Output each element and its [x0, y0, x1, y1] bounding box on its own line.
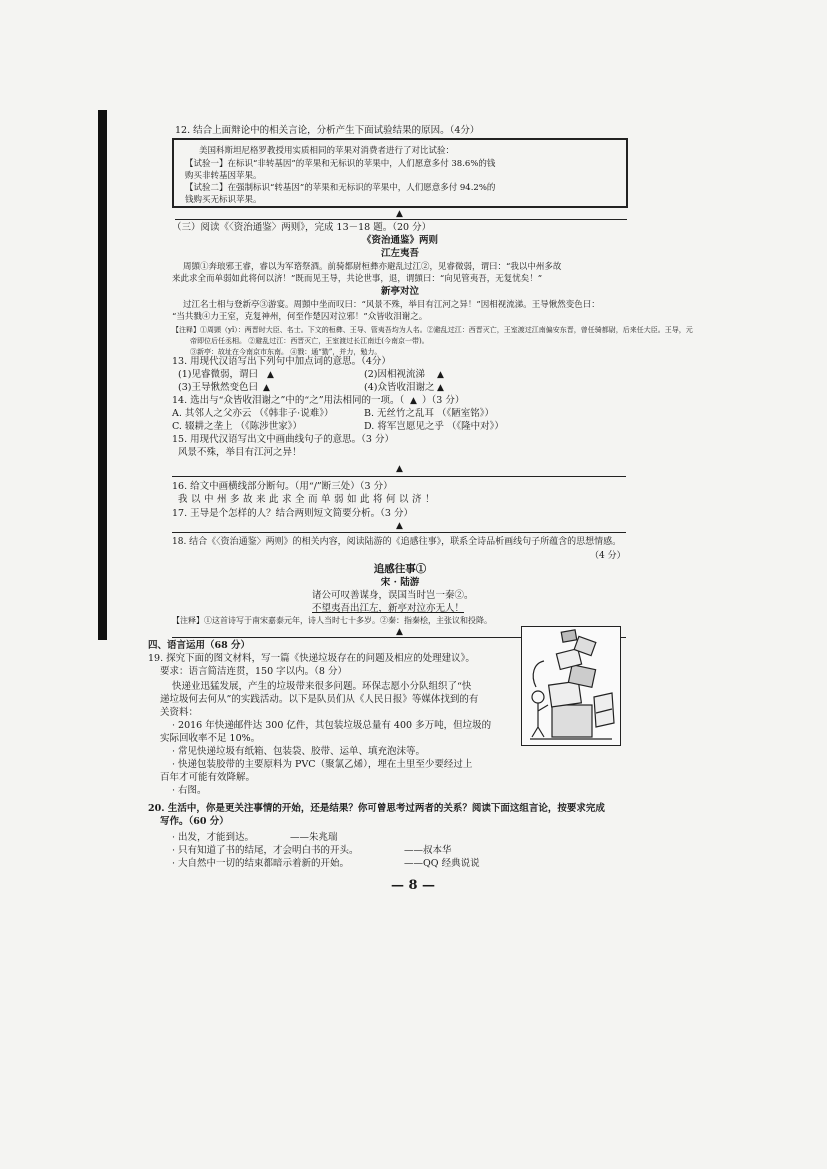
q20-stem-cont: 写作。（60 分） [160, 816, 229, 827]
answer-triangle: ▲ [437, 370, 444, 380]
q12-stem: 12. 结合上面辩论中的相关言论，分析产生下面试验结果的原因。（4分） [175, 125, 480, 136]
q17-stem: 17. 王导是个怎样的人？结合两则短文简要分析。（3 分） [172, 508, 413, 519]
answer-triangle: ▲ [437, 383, 444, 393]
poem-annotation: 【注释】①这首诗写于南宋嘉泰元年，诗人当时七十多岁。②秦：指秦桧，主张议和投降。 [172, 616, 492, 625]
q19-material-line1: 快递业迅猛发展，产生的垃圾带来很多问题。环保志愿小分队组织了“快 [172, 681, 472, 692]
q19-fact-3: · 快递包装胶带的主要原料为 PVC（聚氯乙烯），埋在土里至少要经过上 [172, 759, 473, 770]
q20-quote-2: · 只有知道了书的结尾，才会明白书的开头。 [172, 845, 359, 856]
answer-triangle: ▲ [396, 521, 403, 531]
q13-item-1: (1)见睿微弱，谓曰 [178, 369, 258, 380]
q15-sentence: 风景不殊，举目有江河之异！ [178, 447, 302, 458]
poem-line1: 诸公可叹善谋身，误国当时岂一秦②。 [312, 590, 474, 601]
q14-option-b: B. 无丝竹之乱耳 （《陋室铭》） [364, 408, 495, 419]
q14-option-d: D. 将军岂愿见之乎 （《隆中对》） [364, 421, 504, 432]
poem-title: 追感往事① [373, 563, 427, 575]
q12-experiment-1: 【试验一】在标识“非转基因”的苹果和无标识的苹果中，人们愿意多付 38.6%的钱 [185, 159, 496, 169]
answer-triangle: ▲ [396, 464, 403, 474]
q12-experiment-2-cont: 钱购买无标识苹果。 [185, 195, 262, 205]
answer-triangle: ▲ [263, 383, 270, 393]
q19-fact-1-cont: 实际回收率不足 10%。 [160, 733, 261, 744]
cartoon-drawing [522, 627, 620, 745]
q14-option-c: C. 辍耕之垄上 （《陈涉世家》） [172, 421, 302, 432]
q20-stem: 20. 生活中，你是更关注事情的开始，还是结果？你可曾思考过两者的关系？阅读下面这组言论，按要求完成 [148, 803, 605, 814]
q15-stem: 15. 用现代汉语写出文中画曲线句子的意思。（3 分） [172, 434, 394, 445]
q16-sentence: 我以中州多故来此求全而单弱如此将何以济！ [178, 494, 439, 505]
q20-quote-2-author: ——叔本华 [404, 845, 452, 856]
answer-line [172, 532, 626, 533]
q18-score: （4 分） [590, 551, 626, 561]
q20-quote-3: · 大自然中一切的结束都暗示着新的开始。 [172, 858, 350, 869]
binding-strip [98, 110, 107, 640]
q14-option-a: A. 其邻人之父亦云 （《韩非子·说难》） [172, 408, 334, 419]
q20-quote-1-author: ——朱兆瑞 [290, 832, 338, 843]
passage2-line1: 过江名士相与登新亭③游宴。周顗中坐而叹曰：“风景不殊，举目有江河之异！”因相视流涕。王导愀然变色曰： [183, 300, 600, 310]
q16-stem: 16. 给文中画横线部分断句。（用“/”断三处）（3 分） [172, 481, 393, 492]
q13-item-3: (3)王导愀然变色曰 [178, 382, 258, 393]
annotation-line1: 【注释】①周顗（yǐ）：两晋时大臣、名士。下文的桓彝、王导、管夷吾均为人名。②避乱过江：西晋灭亡，王室渡过江南偏安东晋，曾任骑都尉，后来任大臣。王导，元 [172, 326, 693, 334]
annotation-line2: 帝即位后任丞相。 ②避乱过江：西晋灭亡，王室渡过长江南迁(今南京一带)。 [190, 337, 429, 345]
answer-triangle: ▲ [267, 370, 274, 380]
q20-quote-1: · 出发，才能到达。 [172, 832, 255, 843]
q19-stem: 19. 探究下面的图文材料，写一篇《快递垃圾存在的问题及相应的处理建议》。 [148, 653, 475, 664]
annotation-line3: ③新亭：故址在今南京市东南。 ④戮：通“勠”，并力，勉力。 [190, 348, 382, 356]
answer-triangle: ▲ [396, 209, 403, 219]
q19-fact-4: · 右图。 [172, 785, 207, 796]
reading-title: 《资治通鉴》两则 [361, 235, 438, 246]
answer-triangle: ▲ [396, 627, 403, 637]
q12-box-intro: 美国科斯坦尼格罗教授用实质相同的苹果对消费者进行了对比试验： [199, 146, 455, 156]
q19-material-line3: 关资料： [160, 707, 199, 718]
q13-stem: 13. 用现代汉语写出下列句中加点词的意思。（4分） [172, 356, 391, 367]
section3-heading: （三）阅读《〈资治通鉴〉两则》，完成 13－18 题。（20 分） [172, 222, 432, 233]
passage2-subtitle: 新亭对泣 [380, 286, 419, 297]
q19-requirement: 要求：语言简洁连贯，150 字以内。（8 分） [160, 666, 347, 677]
answer-triangle: ▲ [410, 396, 417, 406]
passage1-line2: 来此求全而单弱如此将何以济！”既而见王导，共论世事，退，谓顗曰：“向见管夷吾，无复忧矣！” [172, 274, 543, 284]
passage1-line1: 周顗①奔琅邪王睿，睿以为军谘祭酒。前骑都尉桓彝亦避乱过江②，见睿微弱，谓曰：“我以中州多故 [183, 262, 562, 272]
poem-author: 宋 · 陆游 [380, 577, 420, 588]
q18-stem: 18. 结合《〈资治通鉴〉两则》的相关内容，阅读陆游的《追感往事》，联系全诗品析画线句子所蕴含的思想情感。 [172, 537, 622, 547]
q14-score: ）（3 分） [422, 395, 465, 406]
q19-fact-1: · 2016 年快递邮件达 300 亿件，其包装垃圾总量有 400 多万吨，但垃圾的 [172, 720, 492, 731]
answer-line [172, 476, 626, 477]
express-garbage-cartoon [521, 626, 621, 746]
q19-material-line2: 递垃圾何去何从”的实践活动。以下是队员们从《人民日报》等媒体找到的有 [160, 694, 479, 705]
poem-line2: 不望夷吾出江左，新亭对泣亦无人！ [312, 603, 465, 614]
section4-heading: 四、语言运用（68 分） [148, 640, 251, 651]
q20-quote-3-author: ——QQ 经典说说 [404, 858, 480, 869]
q19-fact-3-cont: 百年才可能有效降解。 [160, 772, 256, 783]
passage1-subtitle: 江左夷吾 [380, 248, 419, 259]
passage2-line2: “当共戮④力王室，克复神州，何至作楚囚对泣邪！”众皆收泪谢之。 [172, 312, 428, 322]
answer-line [175, 219, 627, 220]
q13-item-4: (4)众皆收泪谢之 [364, 382, 435, 393]
q13-item-2: (2)因相视流涕 [364, 369, 425, 380]
q19-fact-2: · 常见快递垃圾有纸箱、包装袋、胶带、运单、填充泡沫等。 [172, 746, 426, 757]
q14-stem: 14. 选出与“众皆收泪谢之”中的“之”用法相同的一项。（ [172, 395, 405, 406]
q12-experiment-1-cont: 购买非转基因苹果。 [185, 171, 262, 181]
page-number: — 8 — [390, 878, 436, 893]
q12-experiment-2: 【试验二】在强制标识“转基因”的苹果和无标识的苹果中，人们愿意多付 94.2%的 [185, 183, 496, 193]
